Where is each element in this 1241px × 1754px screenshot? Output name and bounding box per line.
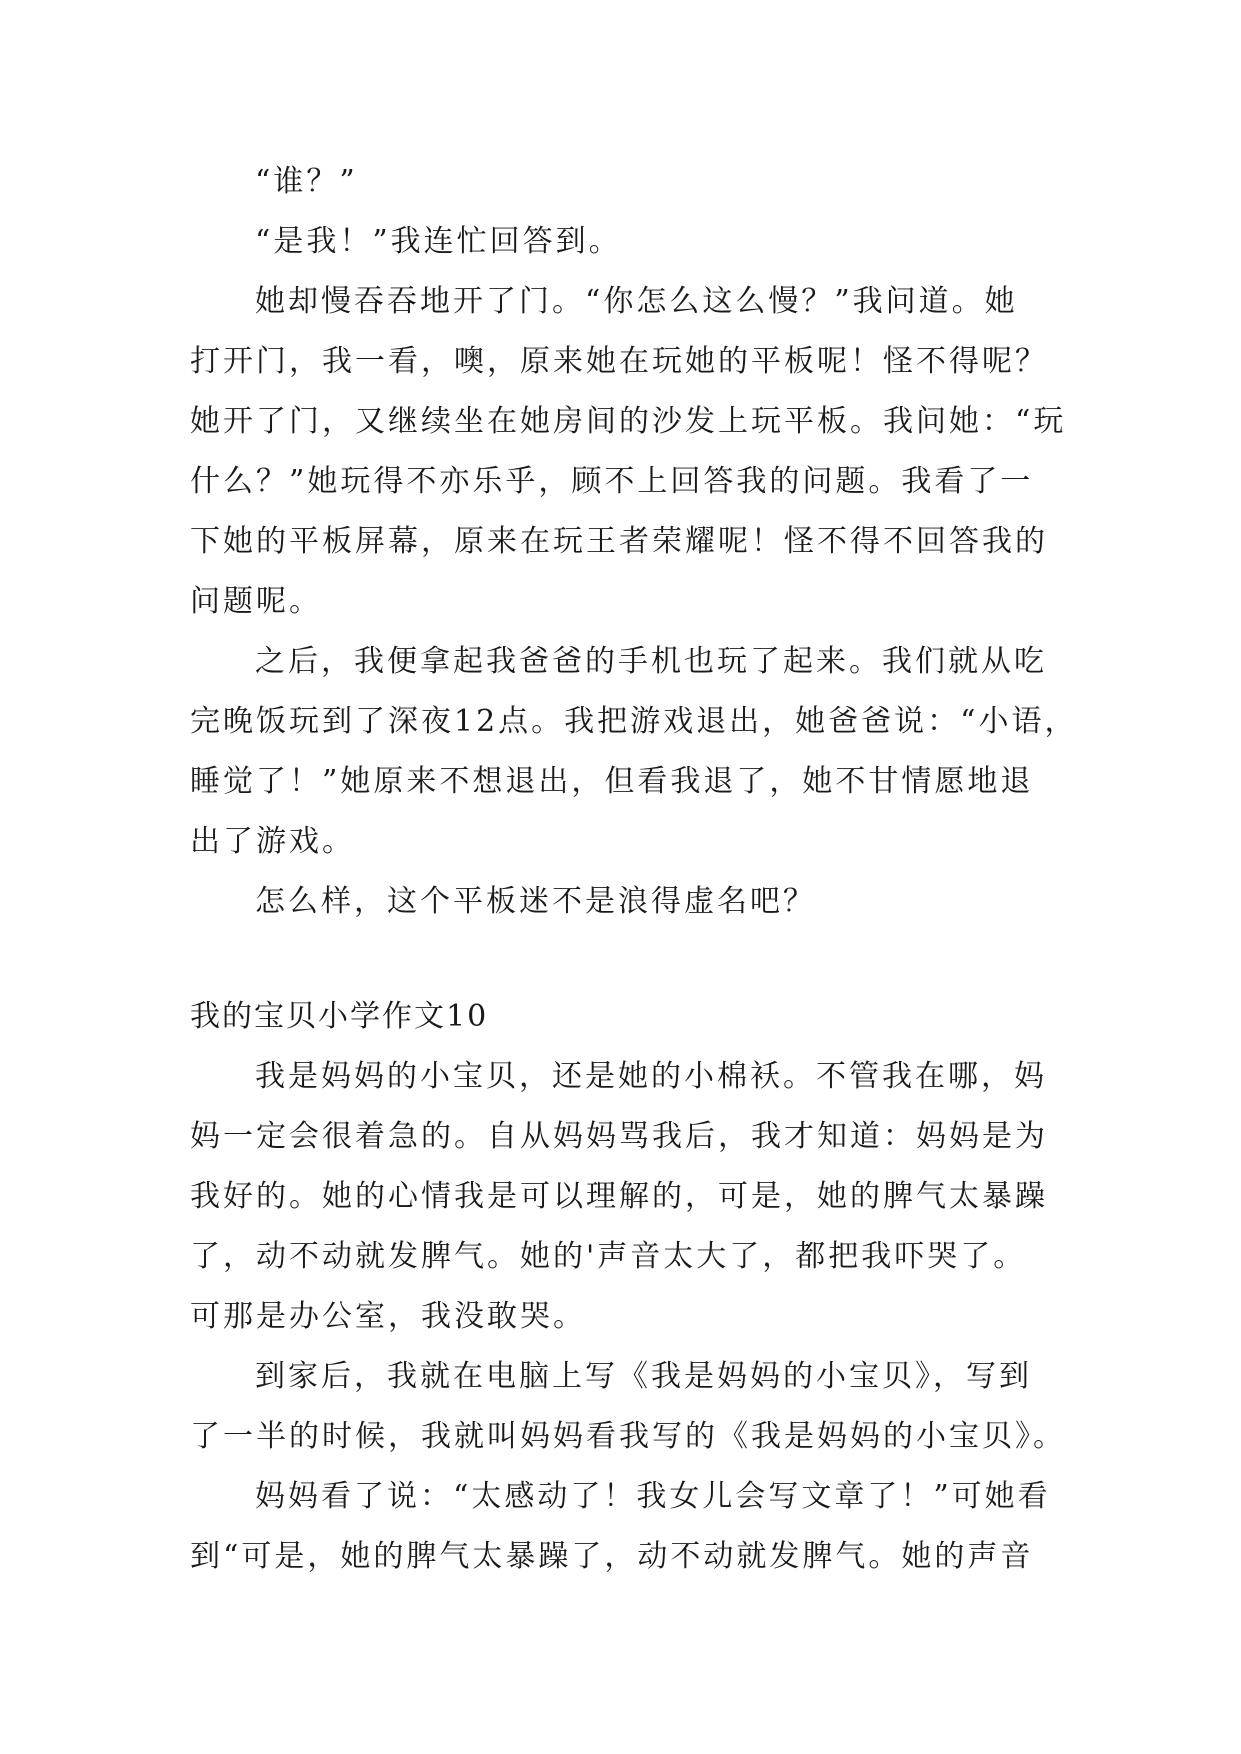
paragraph-line: 到家后，我就在电脑上写《我是妈妈的小宝贝》，写到 [255, 1359, 1032, 1394]
paragraph-line: 出了游戏。 [190, 824, 355, 859]
paragraph-line: 怎么样，这个平板迷不是浪得虚名吧？ [255, 884, 816, 919]
section-heading: 我的宝贝小学作文10 [190, 999, 489, 1034]
paragraph-line: 问题呢。 [190, 584, 322, 619]
paragraph-line: 睡觉了！”她原来不想退出，但看我退了，她不甘情愿地退 [190, 764, 1034, 799]
paragraph-line: “是我！”我连忙回答到。 [255, 224, 622, 259]
paragraph-line: 到“可是，她的脾气太暴躁了，动不动就发脾气。她的声音 [190, 1539, 1034, 1574]
paragraph-line: 打开门，我一看，噢，原来她在玩她的平板呢！怪不得呢？ [190, 344, 1048, 379]
paragraph-line: “谁？” [255, 164, 358, 199]
paragraph-line: 她却慢吞吞地开了门。“你怎么这么慢？”我问道。她 [255, 284, 1018, 319]
paragraph-line: 了一半的时候，我就叫妈妈看我写的《我是妈妈的小宝贝》。 [190, 1419, 1066, 1454]
paragraph-line: 我好的。她的心情我是可以理解的，可是，她的脾气太暴躁 [190, 1179, 1048, 1214]
paragraph-line: 完晚饭玩到了深夜12点。我把游戏退出，她爸爸说：“小语， [190, 704, 1078, 739]
paragraph-line: 她开了门，又继续坐在她房间的沙发上玩平板。我问她：“玩 [190, 404, 1067, 439]
paragraph-line: 什么？”她玩得不亦乐乎，顾不上回答我的问题。我看了一 [190, 464, 1034, 499]
paragraph-line: 妈妈看了说：“太感动了！我女儿会写文章了！”可她看 [255, 1479, 1051, 1514]
paragraph-line: 可那是办公室，我没敢哭。 [190, 1299, 586, 1334]
paragraph-line: 妈一定会很着急的。自从妈妈骂我后，我才知道：妈妈是为 [190, 1119, 1048, 1154]
paragraph-line: 我是妈妈的小宝贝，还是她的小棉袄。不管我在哪，妈 [255, 1059, 1047, 1094]
paragraph-line: 下她的平板屏幕，原来在玩王者荣耀呢！怪不得不回答我的 [190, 524, 1048, 559]
paragraph-line: 了，动不动就发脾气。她的'声音太大了，都把我吓哭了。 [190, 1239, 1027, 1274]
paragraph-line: 之后，我便拿起我爸爸的手机也玩了起来。我们就从吃 [255, 644, 1047, 679]
